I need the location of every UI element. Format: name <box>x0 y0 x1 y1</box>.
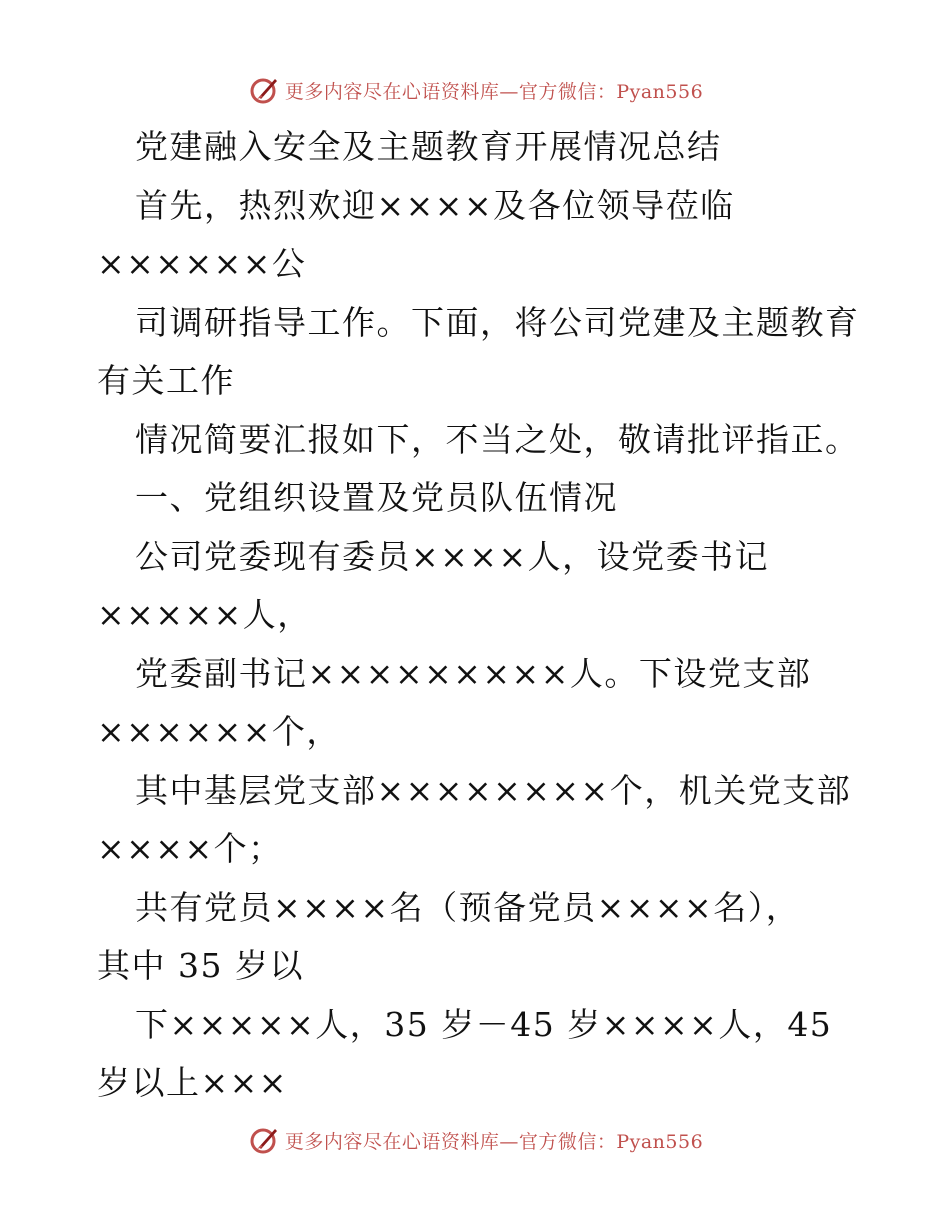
quill-logo-icon <box>247 1123 281 1157</box>
text-line: 首先，热烈欢迎××××及各位领导莅临 <box>135 185 735 225</box>
text-line: ××××个； <box>97 829 283 868</box>
text-line: 共有党员××××名（预备党员××××名）， <box>135 887 801 927</box>
text-line: 党委副书记×××××××××人。下设党支部 <box>135 653 812 693</box>
banner-text: 更多内容尽在心语资料库—官方微信：Pyan556 <box>284 80 704 103</box>
text-line: 一、党组织设置及党员队伍情况 <box>135 478 618 517</box>
text-line: ××××××公 <box>97 244 307 283</box>
text-line: 其中基层党支部××××××××个，机关党支部 <box>135 770 852 810</box>
text-line: 公司党委现有委员××××人，设党委书记 <box>135 536 770 576</box>
text-line: 党建融入安全及主题教育开展情况总结 <box>135 127 722 166</box>
text-line: ××××××个， <box>97 712 341 751</box>
footer-banner <box>0 1120 950 1160</box>
text-line: 情况简要汇报如下，不当之处，敬请批评指正。 <box>135 419 860 459</box>
document-body <box>97 118 860 1113</box>
text-line: ×××××人， <box>97 595 312 634</box>
text-line: 司调研指导工作。下面，将公司党建及主题教育 <box>135 302 860 342</box>
banner-text: 更多内容尽在心语资料库—官方微信：Pyan556 <box>284 1130 704 1153</box>
text-line: 其中 35 岁以 <box>97 946 304 985</box>
text-line: 岁以上××× <box>97 1063 288 1102</box>
text-line: 下×××××人，35 岁－45 岁××××人，45 <box>135 1004 833 1044</box>
text-line: 有关工作 <box>97 361 235 400</box>
quill-logo-icon <box>247 73 281 107</box>
header-banner <box>0 70 950 110</box>
